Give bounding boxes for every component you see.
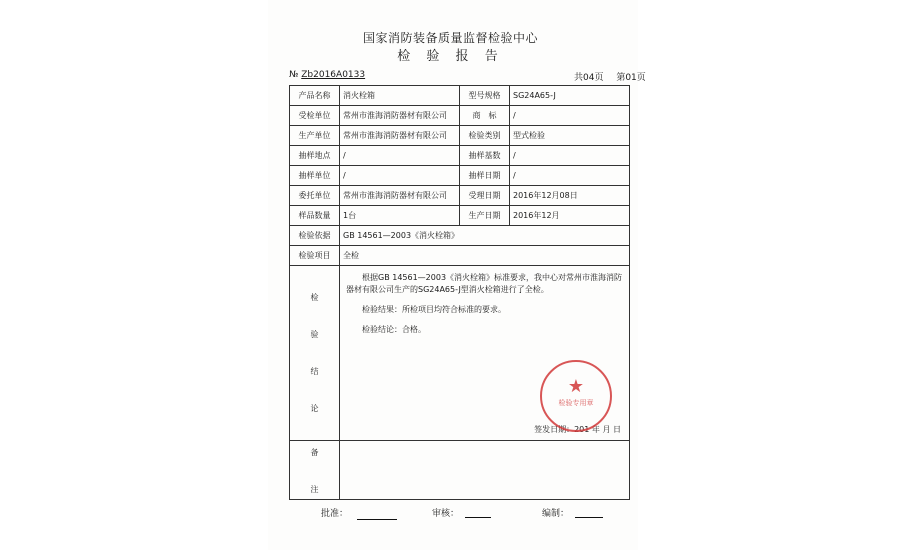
- field-label: 抽样日期: [460, 166, 510, 186]
- label-char: 备: [310, 448, 319, 457]
- report-title: 检 验 报 告: [397, 49, 504, 64]
- field-label: 抽样地点: [290, 146, 340, 166]
- field-value: 2016年12月08日: [510, 186, 630, 206]
- number-prefix: №: [289, 70, 299, 80]
- table-row: [290, 206, 630, 226]
- seal-star-icon: ★: [567, 376, 585, 397]
- field-label: 样品数量: [290, 206, 340, 226]
- review-signature: [465, 509, 491, 518]
- field-value: 2016年12月: [510, 206, 630, 226]
- field-label: 型号规格: [460, 86, 510, 106]
- compile-signature: [575, 509, 603, 518]
- number-value: Zb2016A0133: [301, 70, 366, 80]
- field-value: SG24A65-J: [510, 86, 630, 106]
- review-label: 审核：: [432, 509, 460, 519]
- label-char: 结: [310, 367, 319, 376]
- items-value: 全检: [340, 246, 630, 266]
- field-value: /: [510, 146, 630, 166]
- report-table: [289, 85, 630, 500]
- field-label: 商 标: [460, 106, 510, 126]
- field-value: /: [340, 146, 460, 166]
- label-char: 论: [310, 404, 319, 413]
- page-info: [564, 70, 646, 83]
- table-row: [290, 166, 630, 186]
- field-value: 消火栓箱: [340, 86, 460, 106]
- label-char: 检: [310, 293, 319, 302]
- official-seal: [540, 360, 612, 432]
- field-value: 型式检验: [510, 126, 630, 146]
- field-value: 1台: [340, 206, 460, 226]
- field-label: 生产单位: [290, 126, 340, 146]
- table-row: [290, 126, 630, 146]
- conclusion-verdict: 检验结论：合格。: [362, 325, 426, 334]
- field-value: /: [510, 106, 630, 126]
- seal-label: 检验专用章: [558, 399, 594, 407]
- table-row: [290, 186, 630, 206]
- field-label: 生产日期: [460, 206, 510, 226]
- table-row: [290, 86, 630, 106]
- conclusion-paragraph: 根据GB 14561—2003《消火栓箱》标准要求，我中心对常州市淮海消防器材有限公司生产的SG24A65-J型消火栓箱进行了全检。: [346, 273, 623, 294]
- field-value: 常州市淮海消防器材有限公司: [340, 126, 460, 146]
- issuing-center: 国家消防装备质量监督检验中心: [362, 31, 538, 45]
- conclusion-label: [290, 266, 340, 441]
- items-row: [290, 246, 630, 266]
- field-label: 受理日期: [460, 186, 510, 206]
- approve-label: 批准：: [321, 509, 349, 519]
- remarks-label: [290, 441, 340, 500]
- basis-label: 检验依据: [290, 226, 340, 246]
- basis-row: [290, 226, 630, 246]
- field-label: 检验类别: [460, 126, 510, 146]
- field-label: 抽样单位: [290, 166, 340, 186]
- field-label: 产品名称: [290, 86, 340, 106]
- report-number: [289, 70, 365, 80]
- field-label: 受检单位: [290, 106, 340, 126]
- total-pages: 共04页: [574, 73, 604, 83]
- items-label: 检验项目: [290, 246, 340, 266]
- field-value: 常州市淮海消防器材有限公司: [340, 186, 460, 206]
- field-value: 常州市淮海消防器材有限公司: [340, 106, 460, 126]
- field-label: 委托单位: [290, 186, 340, 206]
- label-char: 验: [310, 330, 319, 339]
- field-value: /: [510, 166, 630, 186]
- field-label: 抽样基数: [460, 146, 510, 166]
- sign-date: 签发日期：201 年 月 日: [534, 425, 621, 434]
- table-row: [290, 146, 630, 166]
- field-value: /: [340, 166, 460, 186]
- remarks-row: [290, 441, 630, 500]
- compile-label: 编制：: [542, 509, 570, 519]
- approve-signature: [357, 511, 397, 520]
- signature-footer: [289, 503, 629, 533]
- conclusion-result: 检验结果：所检项目均符合标准的要求。: [362, 305, 506, 314]
- remarks-value: [340, 441, 630, 500]
- label-char: 注: [310, 485, 319, 494]
- current-page: 第01页: [616, 73, 646, 83]
- basis-value: GB 14561—2003《消火栓箱》: [340, 226, 630, 246]
- table-row: [290, 106, 630, 126]
